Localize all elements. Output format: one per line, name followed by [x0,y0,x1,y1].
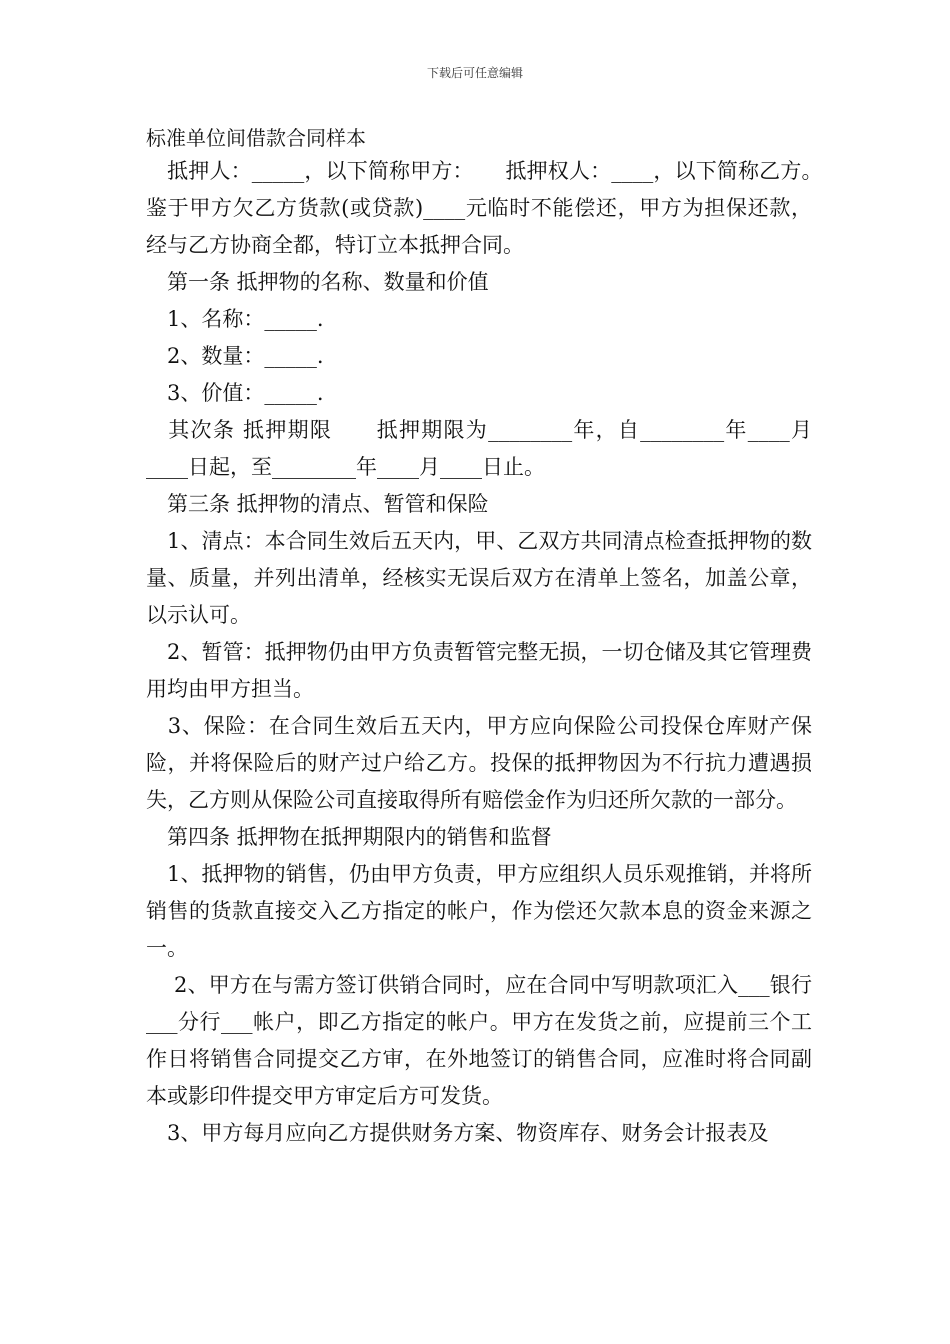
paragraph-article-3-heading: 第三条 抵押物的清点、暂管和保险 [146,492,489,516]
paragraph-supply-contract: 2、甲方在与需方签订供销合同时，应在合同中写明款项汇入___银行___分行___帐户，即乙方指定的帐户。甲方在发货之前，应提前三个工作日将销售合同提交乙方审，在外地签订的销售合同，应准时将合同副本或影印件提交甲方审定后方可发货。 [146,973,812,1108]
paragraph-item-name: 1、名称：_____. [146,307,324,331]
document-body [146,153,854,1152]
paragraph-insurance: 3、保险：在合同生效后五天内，甲方应向保险公司投保仓库财产保险，并将保险后的财产过户给乙方。投保的抵押物因为不行抗力遭遇损失，乙方则从保险公司直接取得所有赔偿金作为归还所欠款的一部分。 [146,714,812,812]
paragraph-monthly-report: 3、甲方每月应向乙方提供财务方案、物资库存、财务会计报表及 [146,1121,769,1145]
paragraph-item-quantity: 2、数量：_____. [146,344,324,368]
paragraph-article-2-term: 其次条 抵押期限 抵押期限为________年，自________年____月____日起，至________年____月____日止。 [146,418,812,479]
paragraph-custody: 2、暂管：抵押物仍由甲方负责暂管完整无损，一切仓储及其它管理费用均由甲方担当。 [146,640,812,701]
page-header: 下载后可任意编辑 [426,66,523,80]
paragraph-inventory-check: 1、清点：本合同生效后五天内，甲、乙双方共同清点检查抵押物的数量、质量，并列出清单，经核实无误后双方在清单上签名，加盖公章，以示认可。 [146,529,812,627]
paragraph-parties: 抵押人：_____，以下简称甲方： 抵押权人：____，以下简称乙方。 鉴于甲方欠乙方货款(或贷款)____元临时不能偿还，甲方为担保还款，经与乙方协商全都，特订立本抵押合同。 [146,159,854,257]
paragraph-article-1-heading: 第一条 抵押物的名称、数量和价值 [146,270,489,294]
paragraph-article-4-heading: 第四条 抵押物在抵押期限内的销售和监督 [146,825,552,849]
paragraph-sales: 1、抵押物的销售，仍由甲方负责，甲方应组织人员乐观推销，并将所销售的货款直接交入乙方指定的帐户，作为偿还欠款本息的资金来源之一。 [146,862,812,960]
document-title: 标准单位间借款合同样本 [146,126,366,150]
paragraph-item-value: 3、价值：_____. [146,381,324,405]
